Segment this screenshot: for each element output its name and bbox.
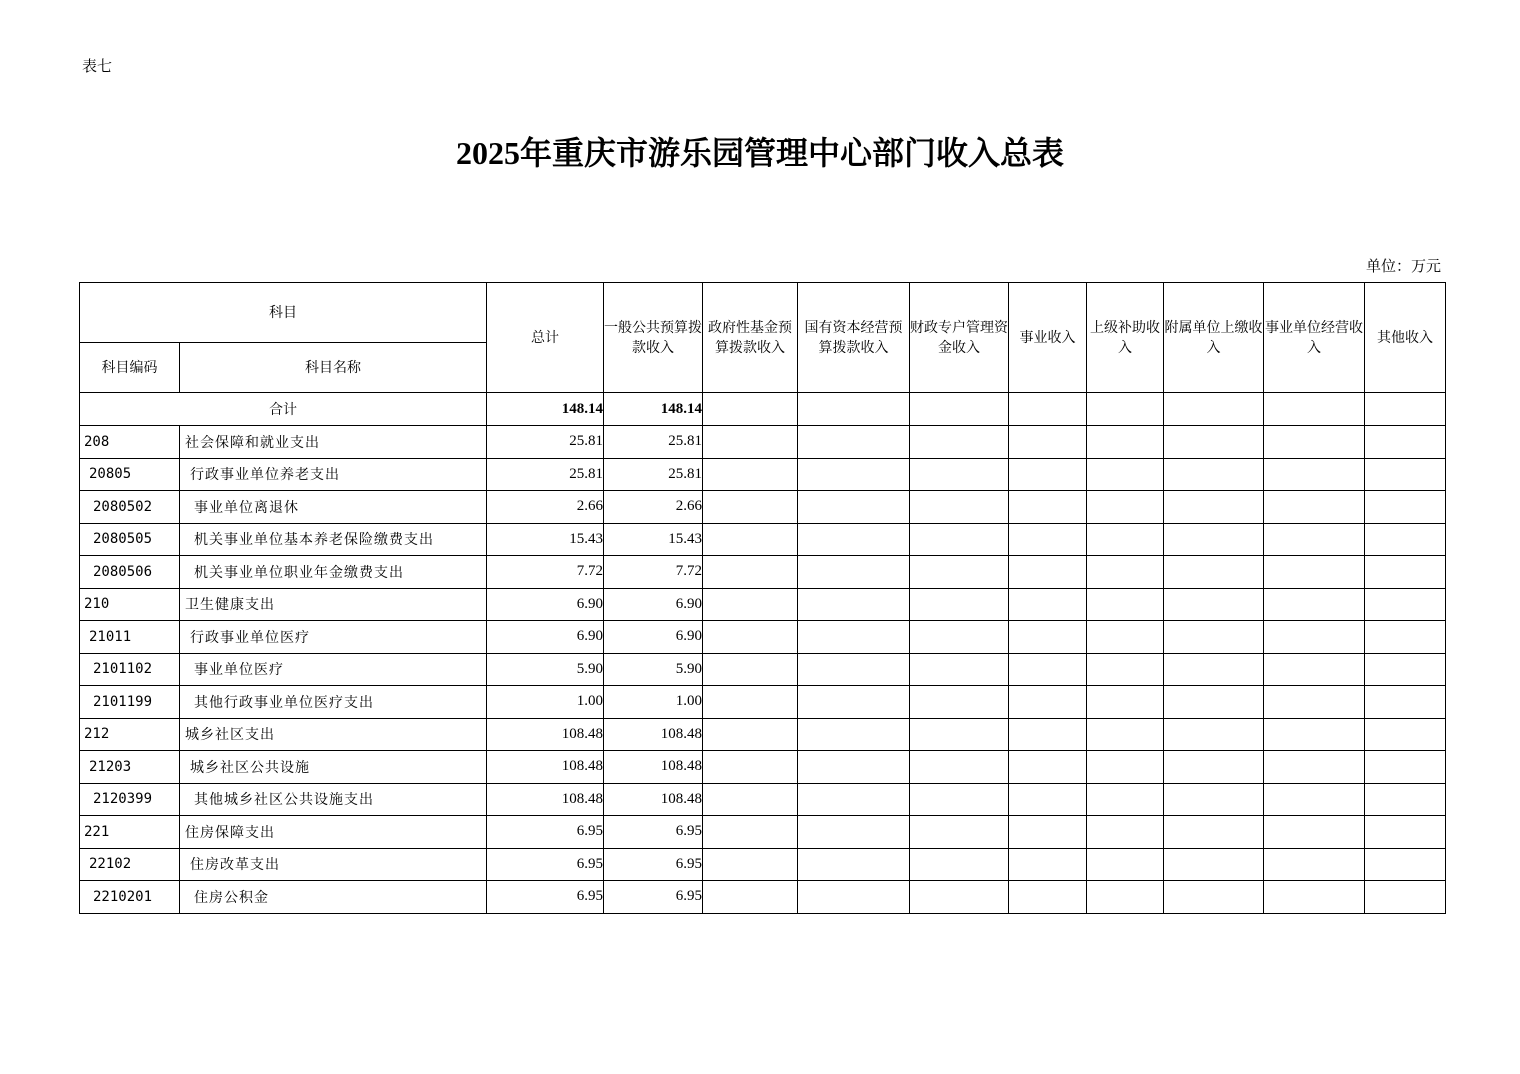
- empty-cell: [1164, 718, 1264, 751]
- table-body: [80, 393, 1446, 914]
- empty-cell: [1009, 523, 1087, 556]
- row-general-budget: 25.81: [604, 426, 703, 459]
- header-business-income: 事业收入: [1009, 283, 1087, 393]
- empty-cell: [798, 556, 910, 589]
- empty-cell: [1365, 686, 1446, 719]
- page-title: 2025年重庆市游乐园管理中心部门收入总表: [455, 135, 1064, 171]
- subject-code: 2101199: [80, 686, 180, 719]
- row-total: 6.95: [487, 848, 604, 881]
- empty-cell: [1087, 816, 1164, 849]
- row-total: 25.81: [487, 426, 604, 459]
- row-general-budget: 5.90: [604, 653, 703, 686]
- empty-cell: [910, 621, 1009, 654]
- subject-name: 机关事业单位基本养老保险缴费支出: [180, 523, 487, 556]
- empty-cell: [1264, 718, 1365, 751]
- empty-cell: [1264, 783, 1365, 816]
- empty-cell: [798, 523, 910, 556]
- empty-cell: [1264, 621, 1365, 654]
- subject-name: 其他行政事业单位医疗支出: [180, 686, 487, 719]
- empty-cell: [910, 523, 1009, 556]
- empty-cell: [1009, 556, 1087, 589]
- header-state-capital: 国有资本经营预算拨款收入: [798, 283, 910, 393]
- empty-cell: [1009, 718, 1087, 751]
- subject-code: 2080506: [80, 556, 180, 589]
- row-general-budget: 108.48: [604, 783, 703, 816]
- empty-cell: [703, 653, 798, 686]
- empty-cell: [910, 686, 1009, 719]
- subject-name: 行政事业单位医疗: [180, 621, 487, 654]
- subject-name: 住房改革支出: [180, 848, 487, 881]
- header-subject-name: 科目名称: [180, 343, 487, 393]
- empty-cell: [1264, 491, 1365, 524]
- row-general-budget: 6.95: [604, 848, 703, 881]
- row-total: 6.95: [487, 816, 604, 849]
- empty-cell: [1365, 588, 1446, 621]
- empty-cell: [798, 458, 910, 491]
- subject-code: 210: [80, 588, 180, 621]
- empty-cell: [1365, 718, 1446, 751]
- empty-cell: [1365, 556, 1446, 589]
- subject-name: 住房公积金: [180, 881, 487, 914]
- empty-cell: [1164, 686, 1264, 719]
- unit-label: 单位：万元: [1365, 257, 1441, 275]
- empty-cell: [910, 393, 1009, 426]
- empty-cell: [703, 556, 798, 589]
- empty-cell: [1009, 653, 1087, 686]
- subject-name: 其他城乡社区公共设施支出: [180, 783, 487, 816]
- table-row: [80, 621, 1446, 654]
- row-total: 108.48: [487, 718, 604, 751]
- empty-cell: [1087, 783, 1164, 816]
- empty-cell: [1264, 816, 1365, 849]
- empty-cell: [798, 686, 910, 719]
- subject-code: 2080502: [80, 491, 180, 524]
- empty-cell: [798, 718, 910, 751]
- empty-cell: [703, 393, 798, 426]
- row-total: 6.95: [487, 881, 604, 914]
- empty-cell: [798, 751, 910, 784]
- empty-cell: [798, 653, 910, 686]
- empty-cell: [1009, 426, 1087, 459]
- empty-cell: [798, 393, 910, 426]
- subject-name: 事业单位离退休: [180, 491, 487, 524]
- empty-cell: [1164, 588, 1264, 621]
- row-general-budget: 6.95: [604, 816, 703, 849]
- empty-cell: [1009, 686, 1087, 719]
- subject-name: 行政事业单位养老支出: [180, 458, 487, 491]
- subject-code: 22102: [80, 848, 180, 881]
- empty-cell: [703, 491, 798, 524]
- subject-code: 208: [80, 426, 180, 459]
- empty-cell: [1264, 686, 1365, 719]
- row-general-budget: 108.48: [604, 718, 703, 751]
- subject-name: 住房保障支出: [180, 816, 487, 849]
- header-gov-fund: 政府性基金预算拨款收入: [703, 283, 798, 393]
- table-row: [80, 751, 1446, 784]
- empty-cell: [1087, 718, 1164, 751]
- empty-cell: [1264, 426, 1365, 459]
- subject-code: 21203: [80, 751, 180, 784]
- empty-cell: [703, 751, 798, 784]
- empty-cell: [1164, 881, 1264, 914]
- table-row: [80, 491, 1446, 524]
- empty-cell: [1164, 393, 1264, 426]
- empty-cell: [910, 783, 1009, 816]
- total-general-amount: 148.14: [604, 393, 703, 426]
- subject-code: 21011: [80, 621, 180, 654]
- empty-cell: [910, 491, 1009, 524]
- subject-name: 机关事业单位职业年金缴费支出: [180, 556, 487, 589]
- empty-cell: [1164, 848, 1264, 881]
- header-subject: 科目: [80, 283, 487, 343]
- empty-cell: [1009, 848, 1087, 881]
- table-row: [80, 458, 1446, 491]
- subject-code: 2210201: [80, 881, 180, 914]
- empty-cell: [1365, 816, 1446, 849]
- row-total: 25.81: [487, 458, 604, 491]
- empty-cell: [1365, 491, 1446, 524]
- row-general-budget: 1.00: [604, 686, 703, 719]
- table-row: [80, 556, 1446, 589]
- empty-cell: [798, 816, 910, 849]
- empty-cell: [798, 588, 910, 621]
- row-general-budget: 25.81: [604, 458, 703, 491]
- subject-code: 2120399: [80, 783, 180, 816]
- empty-cell: [1365, 751, 1446, 784]
- empty-cell: [1009, 491, 1087, 524]
- empty-cell: [910, 653, 1009, 686]
- empty-cell: [1164, 816, 1264, 849]
- table-row: [80, 783, 1446, 816]
- empty-cell: [703, 523, 798, 556]
- empty-cell: [910, 556, 1009, 589]
- empty-cell: [1087, 621, 1164, 654]
- empty-cell: [1164, 621, 1264, 654]
- table-row: [80, 653, 1446, 686]
- subject-name: 社会保障和就业支出: [180, 426, 487, 459]
- empty-cell: [910, 816, 1009, 849]
- empty-cell: [1365, 881, 1446, 914]
- empty-cell: [703, 686, 798, 719]
- empty-cell: [798, 848, 910, 881]
- row-general-budget: 7.72: [604, 556, 703, 589]
- empty-cell: [1365, 848, 1446, 881]
- empty-cell: [1087, 653, 1164, 686]
- row-general-budget: 108.48: [604, 751, 703, 784]
- row-total: 15.43: [487, 523, 604, 556]
- empty-cell: [1264, 848, 1365, 881]
- subject-code: 2101102: [80, 653, 180, 686]
- empty-cell: [1009, 816, 1087, 849]
- empty-cell: [1164, 653, 1264, 686]
- empty-cell: [1164, 458, 1264, 491]
- table-header: [80, 283, 1446, 393]
- subject-name: 事业单位医疗: [180, 653, 487, 686]
- header-fiscal-special: 财政专户管理资金收入: [910, 283, 1009, 393]
- empty-cell: [1087, 523, 1164, 556]
- header-other-income: 其他收入: [1365, 283, 1446, 393]
- row-total: 108.48: [487, 751, 604, 784]
- row-total: 7.72: [487, 556, 604, 589]
- table-row: [80, 426, 1446, 459]
- header-affiliated-payment: 附属单位上缴收入: [1164, 283, 1264, 393]
- empty-cell: [1264, 881, 1365, 914]
- empty-cell: [1087, 751, 1164, 784]
- subject-name: 城乡社区公共设施: [180, 751, 487, 784]
- empty-cell: [703, 848, 798, 881]
- empty-cell: [910, 426, 1009, 459]
- subject-code: 221: [80, 816, 180, 849]
- header-total: 总计: [487, 283, 604, 393]
- empty-cell: [1009, 783, 1087, 816]
- empty-cell: [703, 588, 798, 621]
- empty-cell: [1087, 686, 1164, 719]
- empty-cell: [1164, 426, 1264, 459]
- empty-cell: [1009, 881, 1087, 914]
- empty-cell: [1365, 621, 1446, 654]
- income-summary-table: [79, 282, 1446, 914]
- header-subject-code: 科目编码: [80, 343, 180, 393]
- empty-cell: [1087, 881, 1164, 914]
- empty-cell: [1009, 751, 1087, 784]
- row-general-budget: 15.43: [604, 523, 703, 556]
- empty-cell: [1009, 393, 1087, 426]
- header-superior-subsidy: 上级补助收入: [1087, 283, 1164, 393]
- empty-cell: [1365, 653, 1446, 686]
- empty-cell: [910, 881, 1009, 914]
- empty-cell: [910, 718, 1009, 751]
- total-amount: 148.14: [487, 393, 604, 426]
- empty-cell: [798, 621, 910, 654]
- row-general-budget: 6.95: [604, 881, 703, 914]
- table-row: [80, 848, 1446, 881]
- table-row: [80, 686, 1446, 719]
- empty-cell: [910, 751, 1009, 784]
- empty-cell: [1365, 426, 1446, 459]
- table-row: [80, 588, 1446, 621]
- subject-code: 2080505: [80, 523, 180, 556]
- empty-cell: [1264, 523, 1365, 556]
- empty-cell: [1164, 556, 1264, 589]
- empty-cell: [1264, 588, 1365, 621]
- empty-cell: [1009, 588, 1087, 621]
- row-general-budget: 2.66: [604, 491, 703, 524]
- empty-cell: [1087, 848, 1164, 881]
- empty-cell: [1264, 653, 1365, 686]
- subject-name: 卫生健康支出: [180, 588, 487, 621]
- subject-code: 20805: [80, 458, 180, 491]
- empty-cell: [1264, 751, 1365, 784]
- empty-cell: [910, 458, 1009, 491]
- row-total: 108.48: [487, 783, 604, 816]
- empty-cell: [1087, 556, 1164, 589]
- empty-cell: [703, 426, 798, 459]
- row-total: 5.90: [487, 653, 604, 686]
- empty-cell: [1164, 751, 1264, 784]
- row-total: 2.66: [487, 491, 604, 524]
- empty-cell: [1164, 523, 1264, 556]
- table-number: 表七: [82, 57, 113, 75]
- empty-cell: [1365, 523, 1446, 556]
- table-row: [80, 718, 1446, 751]
- subject-name: 城乡社区支出: [180, 718, 487, 751]
- empty-cell: [1087, 393, 1164, 426]
- total-row: [80, 393, 1446, 426]
- empty-cell: [703, 881, 798, 914]
- empty-cell: [703, 816, 798, 849]
- header-general-budget: 一般公共预算拨款收入: [604, 283, 703, 393]
- row-general-budget: 6.90: [604, 621, 703, 654]
- table-row: [80, 816, 1446, 849]
- empty-cell: [1087, 426, 1164, 459]
- empty-cell: [1264, 556, 1365, 589]
- empty-cell: [910, 848, 1009, 881]
- empty-cell: [1009, 621, 1087, 654]
- empty-cell: [1087, 491, 1164, 524]
- row-general-budget: 6.90: [604, 588, 703, 621]
- empty-cell: [1009, 458, 1087, 491]
- table-row: [80, 881, 1446, 914]
- empty-cell: [703, 783, 798, 816]
- header-operating-income: 事业单位经营收入: [1264, 283, 1365, 393]
- empty-cell: [910, 588, 1009, 621]
- empty-cell: [1264, 458, 1365, 491]
- empty-cell: [798, 426, 910, 459]
- empty-cell: [1365, 393, 1446, 426]
- empty-cell: [1164, 783, 1264, 816]
- total-label: 合计: [80, 393, 487, 426]
- table-row: [80, 523, 1446, 556]
- empty-cell: [1264, 393, 1365, 426]
- row-total: 6.90: [487, 621, 604, 654]
- row-total: 1.00: [487, 686, 604, 719]
- empty-cell: [703, 621, 798, 654]
- empty-cell: [798, 881, 910, 914]
- empty-cell: [798, 491, 910, 524]
- empty-cell: [703, 718, 798, 751]
- empty-cell: [1164, 491, 1264, 524]
- empty-cell: [1365, 458, 1446, 491]
- empty-cell: [798, 783, 910, 816]
- row-total: 6.90: [487, 588, 604, 621]
- empty-cell: [1087, 458, 1164, 491]
- subject-code: 212: [80, 718, 180, 751]
- empty-cell: [1365, 783, 1446, 816]
- empty-cell: [703, 458, 798, 491]
- empty-cell: [1087, 588, 1164, 621]
